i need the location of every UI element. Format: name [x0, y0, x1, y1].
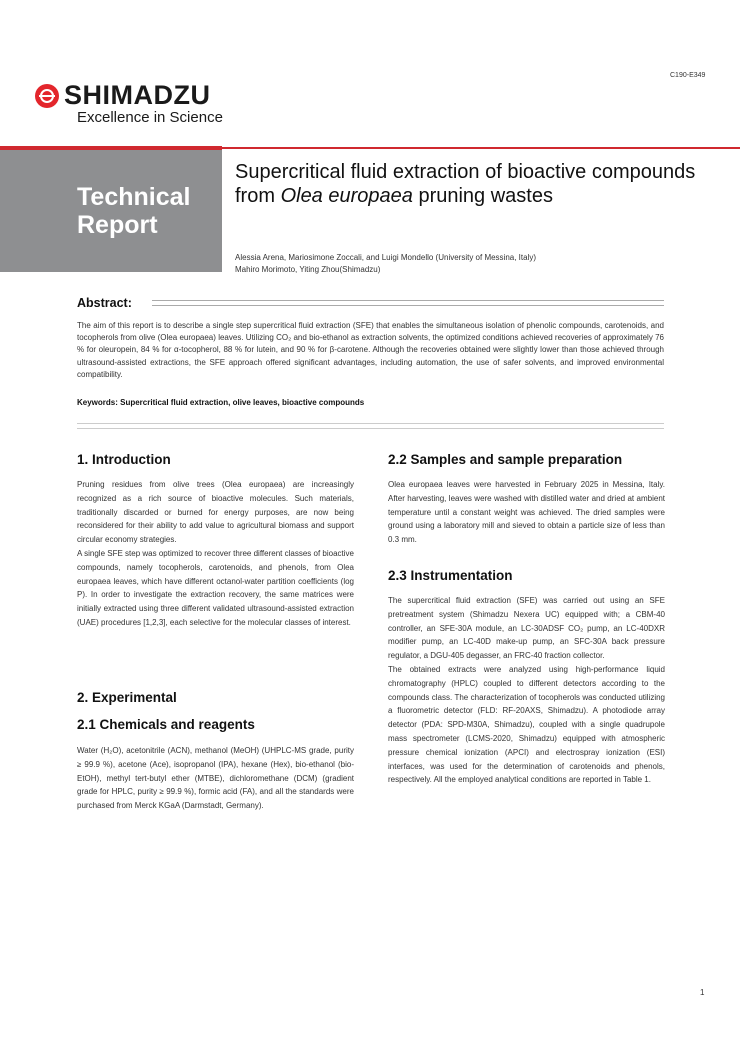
keywords: Keywords: Supercritical fluid extraction, olive leaves, bioactive compounds [77, 398, 365, 407]
instrumentation-paragraph-2: The obtained extracts were analyzed using high-performance liquid chromatography (HPLC) coupled to different detectors according to the compounds class. The characterization of tocopherols was conducted utilizing a fluorometric detector (FLD: RF-20AXS, Shimadzu). A photodiode array detector (PDA: SPD-M30A, Shimadzu), coupled with a single quadrupole mass spectrometer (LCMS-2020, Shimadzu) equipped with atmospheric pressure chemical ionization (APCI) and electrospray ionization (ESI) interfaces, was used for the determination of carotenoids and phenols, respectively. All the employed analytical conditions are reported in Table 1. [388, 664, 665, 785]
report-type-line2: Report [77, 211, 158, 239]
authors-line2: Mahiro Morimoto, Yiting Zhou(Shimadzu) [235, 265, 381, 274]
instrumentation-body [388, 594, 665, 787]
abstract-heading: Abstract: [77, 296, 132, 310]
instrumentation-heading: 2.3 Instrumentation [388, 568, 513, 583]
report-title [235, 160, 705, 208]
chemicals-heading: 2.1 Chemicals and reagents [77, 717, 255, 732]
authors [235, 252, 536, 276]
logo-wordmark: SHIMADZU [64, 80, 211, 110]
samples-paragraph: Olea europaea leaves were harvested in February 2025 in Messina, Italy. After harvesting, leaves were washed with distilled water and dried at ambient temperature until a constant weight was achieved. The dried samples were ground using a laboratory mill and sieved to obtain a particle size of less than 0.3 mm. [388, 480, 665, 545]
report-type-line1: Technical [77, 183, 191, 211]
chemicals-paragraph: Water (H₂O), acetonitrile (ACN), methanol (MeOH) (UHPLC-MS grade, purity ≥ 99.9 %), acetone (Ace), isopropanol (IPA), hexane (Hex), bio-ethanol (bio-EtOH), methyl tert-butyl ether (MTBE), dichloromethane (DCM) (gradient grade for HPLC, purity ≥ 99.9 %), formic acid (FA), and all the standards were purchased from Merck KGaA (Darmstadt, Germany). [77, 746, 354, 811]
instrumentation-paragraph-1: The supercritical fluid extraction (SFE) was carried out using an SFE pretreatment system (Shimadzu Nexera UC) equipped with; a CBM-40 controller, an SFE-30A module, an LC-30ADSF CO₂ pump, an LC-40DXR modifier pump, an LC-40D make-up pump, an SFC-30A back pressure regulator, a DGU-405 degasser, an FRC-40 fraction collector. [388, 596, 665, 661]
samples-heading: 2.2 Samples and sample preparation [388, 452, 623, 467]
report-type-label [77, 183, 190, 239]
tagline: Excellence in Science [77, 109, 223, 126]
chemicals-body [77, 744, 354, 813]
intro-paragraph-2: A single SFE step was optimized to recover three different classes of bioactive compounds, namely tocopherols, carotenoids, and phenols, from Olea europaea leaves, which have different octanol-water partition coefficients (log P). In order to investigate the extraction recovery, the same matrices were initially extracted using three different validated ultrasound-assisted extraction (UAE) procedures [1,2,3], each selective for the molecular classes of interest. [77, 548, 354, 627]
experimental-heading: 2. Experimental [77, 690, 177, 705]
title-part1: Supercritical fluid extraction of bioactive compounds from [235, 161, 696, 207]
shimadzu-logo-icon [35, 84, 59, 108]
document-code: C190-E349 [670, 72, 706, 79]
samples-body [388, 478, 665, 547]
intro-heading: 1. Introduction [77, 452, 171, 467]
title-part2: pruning wastes [412, 185, 553, 207]
title-italic: Olea europaea [280, 185, 413, 207]
abstract-text: The aim of this report is to describe a single step supercritical fluid extraction (SFE) that enables the simultaneous isolation of phenolic compounds, carotenoids, and tocopherols from olive (Olea europaea) leaves. Utilizing CO₂ and bio-ethanol as extraction solvents, the optimized conditions achieved recoveries of approximately 76 % for oleuropein, 84 % for α-tocopherol, 88 % for lutein, and 90 % for β-carotene. Although the recoveries obtained were slightly lower than those achieved through ultrasound-assisted extractions, the SFE approach offered significant advantages, including automation, the use of safer solvents, and improved environmental compatibility. [77, 321, 664, 379]
page-number: 1 [700, 988, 705, 997]
intro-body [77, 478, 354, 630]
intro-paragraph-1: Pruning residues from olive trees (Olea europaea) are increasingly recognized as a rich source of bioactive molecules. Such materials, traditionally discarded or burned for energy purposes, are now being reconsidered for their ability to add value to agricultural biomass and support circular economy strategies. [77, 480, 354, 545]
abstract-bottom-rule [77, 423, 664, 429]
authors-line1: Alessia Arena, Mariosimone Zoccali, and Luigi Mondello (University of Messina, Italy) [235, 253, 537, 262]
abstract-rule [152, 300, 664, 306]
